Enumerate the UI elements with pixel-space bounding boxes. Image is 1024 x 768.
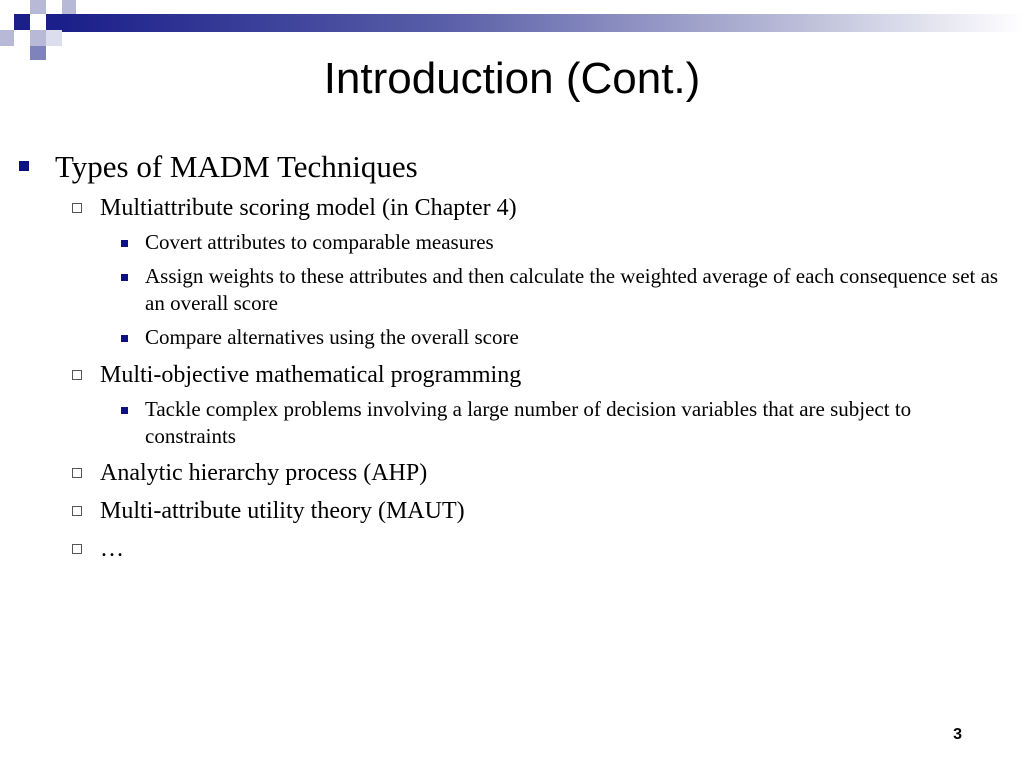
bullet-multi-objective: Multi-objective mathematical programming (100, 362, 522, 388)
square-bullet-icon (19, 161, 29, 171)
hollow-square-bullet-icon (72, 468, 82, 478)
bullet-assign-weights: Assign weights to these attributes and then calculate the weighted average of each consequence set as an overall score (145, 264, 999, 315)
bullet-covert-attributes: Covert attributes to comparable measures (145, 230, 494, 254)
small-square-bullet-icon (121, 407, 128, 414)
small-square-bullet-icon (121, 274, 128, 281)
hollow-square-bullet-icon (72, 506, 82, 516)
bullet-maut: Multi-attribute utility theory (MAUT) (100, 498, 465, 524)
hollow-square-bullet-icon (72, 203, 82, 213)
slide-title: Introduction (Cont.) (323, 54, 701, 103)
bullet-ellipsis: … (100, 536, 124, 562)
hollow-square-bullet-icon (72, 544, 82, 554)
bullet-scoring-model: Multiattribute scoring model (in Chapter 4) (100, 195, 517, 221)
small-square-bullet-icon (121, 240, 128, 247)
page-number: 3 (953, 726, 962, 743)
bullet-madm-techniques: Types of MADM Techniques (55, 149, 418, 184)
small-square-bullet-icon (121, 335, 128, 342)
hollow-square-bullet-icon (72, 370, 82, 380)
bullet-ahp: Analytic hierarchy process (AHP) (100, 460, 428, 486)
bullet-tackle-complex: Tackle complex problems involving a large number of decision variables that are subject to constraints (145, 397, 912, 448)
bullet-compare-alternatives: Compare alternatives using the overall score (145, 325, 519, 349)
